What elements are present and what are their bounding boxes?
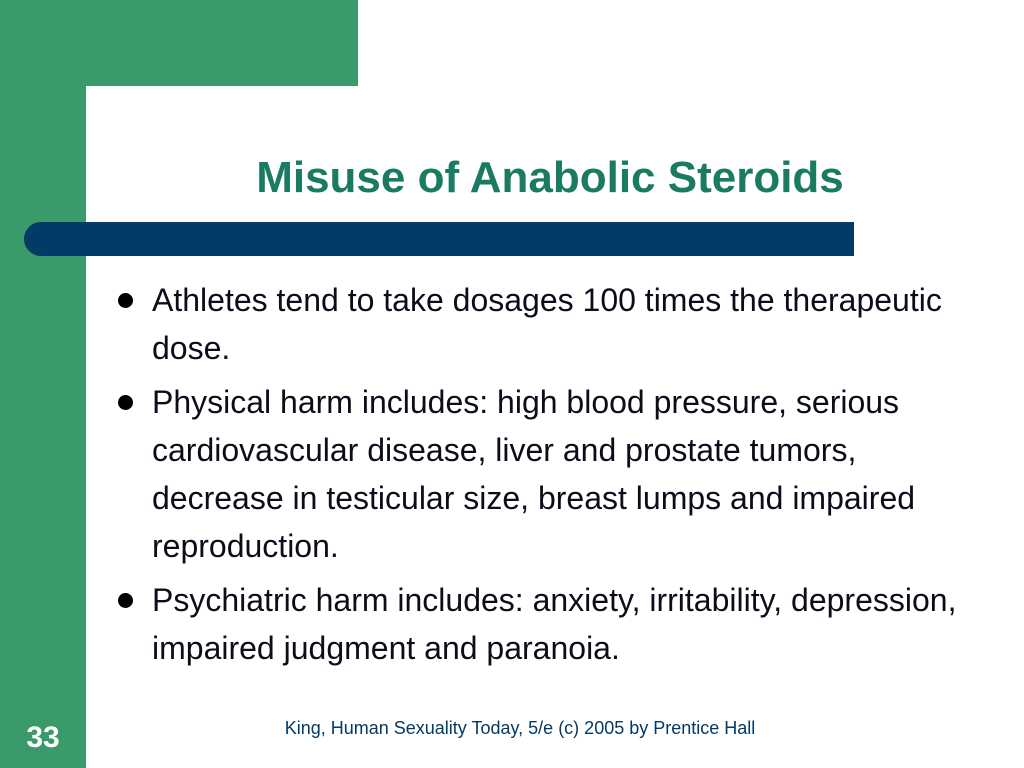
bullet-list xyxy=(112,276,972,678)
bullet-text: Physical harm includes: high blood pressure, serious cardiovascular disease, liver and prostate tumors, decrease in testicular size, breast lumps and impaired reproduction. xyxy=(152,384,916,564)
rounded-corner xyxy=(86,86,146,146)
bullet-dot-icon xyxy=(118,593,133,608)
bullet-item xyxy=(112,276,972,372)
left-accent-band xyxy=(0,0,86,768)
bullet-text: Athletes tend to take dosages 100 times the therapeutic dose. xyxy=(152,282,942,366)
slide-number: 33 xyxy=(26,721,60,754)
bullet-dot-icon xyxy=(118,293,133,308)
bullet-text: Psychiatric harm includes: anxiety, irritability, depression, impaired judgment and paranoia. xyxy=(152,582,957,666)
bullet-item xyxy=(112,576,972,672)
footer-citation: King, Human Sexuality Today, 5/e (c) 2005 by Prentice Hall xyxy=(284,718,756,738)
title-underline-bar xyxy=(24,222,854,256)
top-accent-band xyxy=(0,0,358,86)
bullet-item xyxy=(112,378,972,570)
slide-title: Misuse of Anabolic Steroids xyxy=(256,153,844,202)
bullet-dot-icon xyxy=(118,395,133,410)
